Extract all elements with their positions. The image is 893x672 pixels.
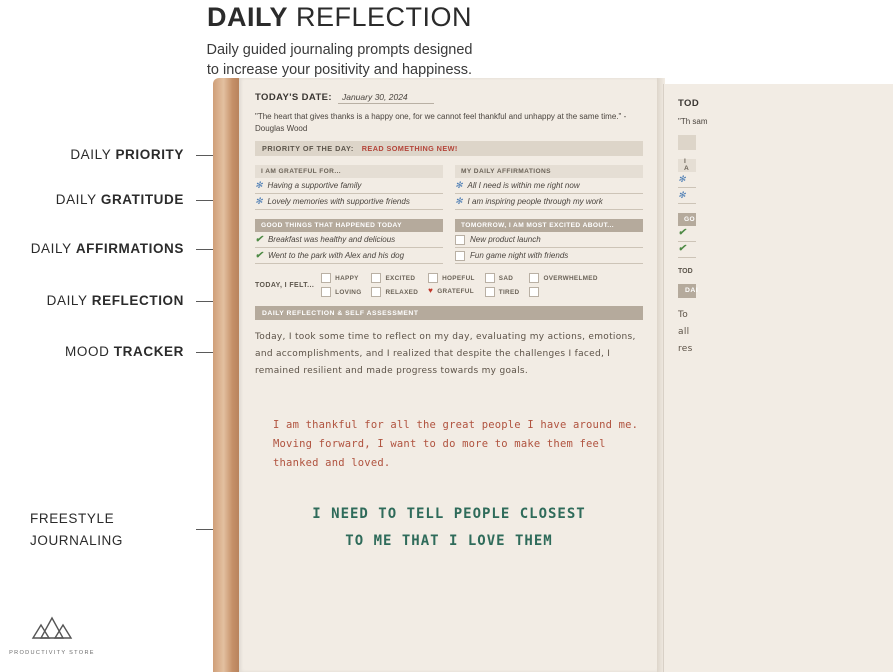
asterisk-icon: ✻ — [455, 196, 463, 206]
right-entry[interactable] — [678, 226, 696, 242]
mood-option[interactable] — [529, 273, 597, 283]
date-label: TODAY'S DATE: — [255, 92, 332, 103]
journal-notebook — [213, 78, 708, 672]
mood-option[interactable] — [485, 273, 520, 283]
gratitude-item-text: Lovely memories with supportive friends — [267, 197, 410, 206]
checkbox-icon[interactable] — [485, 287, 495, 297]
mood-option[interactable] — [371, 273, 418, 283]
gratitude-item[interactable] — [255, 178, 443, 194]
right-entry[interactable] — [678, 242, 696, 258]
checkbox-icon[interactable] — [455, 235, 465, 245]
mood-option[interactable] — [485, 287, 520, 297]
callout-daily-affirmations-bold: AFFIRMATIONS — [75, 241, 184, 256]
tomorrow-column — [455, 219, 643, 264]
mood-option-label: TIRED — [498, 288, 520, 296]
journal-content — [255, 92, 643, 555]
mood-option-selected[interactable] — [428, 287, 475, 295]
reflection-text[interactable]: Today, I took some time to reflect on my day, evaluating my actions, emotions, and accomplishments, and I realized that despite the challenges I faced, I remained resilient and made progress towards my goals. — [255, 332, 636, 376]
mood-column — [371, 273, 418, 297]
good-things-column — [255, 219, 443, 264]
callout-freestyle-line2: JOURNALING — [30, 533, 124, 548]
callout-daily-reflection-bold: REFLECTION — [91, 293, 184, 308]
page-subtitle — [0, 40, 679, 80]
gratitude-column — [255, 165, 443, 210]
right-bar-2: TOD — [678, 267, 693, 275]
good-things-header: GOOD THINGS THAT HAPPENED TODAY — [255, 219, 443, 232]
tomorrow-header: TOMORROW, I AM MOST EXCITED ABOUT... — [455, 219, 643, 232]
mood-column — [321, 273, 361, 297]
affirmations-header: MY DAILY AFFIRMATIONS — [455, 165, 643, 178]
right-entry[interactable] — [678, 188, 696, 204]
right-entry[interactable] — [678, 172, 696, 188]
callout-mood-tracker-plain: MOOD — [65, 344, 114, 359]
checkbox-icon[interactable] — [371, 287, 381, 297]
page-title — [0, 0, 679, 33]
freestyle-green-line2: TO ME THAT I LOVE THEM — [345, 533, 553, 549]
tomorrow-item-text: New product launch — [470, 235, 541, 244]
date-row — [255, 92, 643, 104]
affirmation-item[interactable] — [455, 178, 643, 194]
brand-logo — [8, 616, 96, 656]
check-icon: ✔ — [678, 243, 686, 255]
callout-daily-affirmations — [22, 241, 184, 256]
mood-option-label: HAPPY — [335, 274, 359, 282]
callout-daily-gratitude-bold: GRATITUDE — [100, 192, 184, 207]
mountain-icon — [30, 616, 74, 642]
freestyle-red-text[interactable]: I am thankful for all the great people I have around me. Moving forward, I want to do more to make them feel thanked and loved. — [273, 419, 639, 469]
mood-label: TODAY, I FELT... — [255, 281, 315, 289]
affirmations-column — [455, 165, 643, 210]
goodthings-tomorrow-section — [255, 219, 643, 264]
callout-freestyle-journaling — [30, 508, 184, 552]
affirmation-item-text: I am inspiring people through my work — [467, 197, 603, 206]
right-text: To all res — [678, 309, 693, 354]
asterisk-icon: ✻ — [455, 180, 463, 190]
check-icon: ✔ — [255, 233, 263, 245]
checkbox-icon[interactable] — [529, 287, 539, 297]
asterisk-icon: ✻ — [255, 180, 263, 190]
date-value[interactable]: January 30, 2024 — [338, 92, 434, 104]
mood-column — [529, 273, 597, 297]
callout-freestyle-line1: FREESTYLE — [30, 511, 115, 526]
callout-daily-priority-plain: DAILY — [70, 147, 116, 162]
asterisk-icon: ✻ — [678, 189, 686, 200]
right-priority-bar — [678, 135, 696, 150]
page-subtitle-line1: Daily guided journaling prompts designed — [206, 42, 473, 58]
right-bar-3: DAI — [678, 284, 696, 298]
callout-daily-reflection — [40, 293, 184, 308]
heart-icon: ♥ — [428, 286, 434, 295]
callout-mood-tracker — [40, 344, 184, 359]
asterisk-icon: ✻ — [255, 196, 263, 206]
mood-column — [428, 273, 475, 297]
journal-page-right — [663, 84, 893, 672]
callout-daily-affirmations-plain: DAILY — [30, 241, 76, 256]
mood-option[interactable] — [321, 273, 361, 283]
mood-option-label: GRATEFUL — [437, 287, 474, 295]
mood-option-label: HOPEFUL — [442, 274, 475, 282]
brand-caption: PRODUCTIVITY STORE — [9, 650, 95, 656]
page-subtitle-line2: to increase your positivity and happiness. — [206, 62, 473, 78]
callout-daily-priority-bold: PRIORITY — [115, 147, 184, 162]
right-bar-1: GO — [678, 213, 696, 226]
page-title-light: REFLECTION — [296, 2, 473, 32]
affirmation-item-text: All I need is within me right now — [467, 181, 580, 190]
page-header — [0, 0, 679, 80]
mood-option-label: RELAXED — [385, 288, 419, 296]
callout-daily-gratitude — [40, 192, 184, 207]
mood-option[interactable] — [371, 287, 418, 297]
mood-option-label: SAD — [498, 274, 514, 282]
mood-option-label: OVERWHELMED — [543, 274, 598, 282]
callout-daily-reflection-plain: DAILY — [46, 293, 92, 308]
gratitude-affirmations-section — [255, 165, 643, 210]
checkbox-icon[interactable] — [455, 251, 465, 261]
journal-content-right — [678, 98, 890, 358]
checkbox-icon[interactable] — [428, 273, 438, 283]
checkbox-icon[interactable] — [529, 273, 539, 283]
priority-bar — [255, 141, 643, 156]
right-date-label: TOD — [678, 98, 700, 109]
journal-page-left — [239, 78, 657, 672]
right-col-header: I A — [678, 159, 696, 172]
mood-option[interactable] — [428, 273, 475, 283]
check-icon: ✔ — [255, 249, 263, 261]
tomorrow-item-text: Fun game night with friends — [470, 251, 569, 260]
gratitude-item-text: Having a supportive family — [267, 181, 362, 190]
checkbox-icon[interactable] — [321, 287, 331, 297]
good-thing-text: Went to the park with Alex and his dog — [267, 251, 405, 260]
freestyle-green-line1: I NEED TO TELL PEOPLE CLOSEST — [312, 506, 586, 522]
good-thing-item[interactable] — [255, 248, 443, 264]
mood-option-label: LOVING — [335, 288, 362, 296]
tomorrow-item[interactable] — [455, 232, 643, 248]
asterisk-icon: ✻ — [678, 173, 686, 184]
mood-option-label: EXCITED — [385, 274, 416, 282]
callout-daily-priority — [60, 147, 184, 162]
mood-option[interactable] — [321, 287, 361, 297]
gratitude-item[interactable] — [255, 194, 443, 210]
reflection-header: DAILY REFLECTION & SELF ASSESSMENT — [255, 306, 643, 320]
checkbox-icon[interactable] — [485, 273, 495, 283]
mood-options — [321, 273, 643, 297]
priority-value[interactable]: READ SOMETHING NEW! — [361, 144, 458, 153]
mood-column — [485, 273, 520, 297]
good-thing-text: Breakfast was healthy and delicious — [267, 235, 396, 244]
check-icon: ✔ — [678, 227, 686, 239]
freestyle-green-text[interactable] — [255, 501, 643, 555]
right-quote: "Th sam — [678, 117, 708, 126]
checkbox-icon[interactable] — [371, 273, 381, 283]
daily-quote: "The heart that gives thanks is a happy one, for we cannot feel thankful and unhappy at the same time." - Douglas Wood — [255, 112, 627, 133]
callout-mood-tracker-bold: TRACKER — [113, 344, 184, 359]
checkbox-icon[interactable] — [321, 273, 331, 283]
page-title-bold: DAILY — [206, 2, 288, 32]
tomorrow-item[interactable] — [455, 248, 643, 264]
mood-option[interactable] — [529, 287, 597, 297]
priority-label: PRIORITY OF THE DAY: — [262, 144, 354, 153]
affirmation-item[interactable] — [455, 194, 643, 210]
callout-daily-gratitude-plain: DAILY — [55, 192, 101, 207]
mood-tracker — [255, 273, 643, 297]
gratitude-header: I AM GRATEFUL FOR... — [255, 165, 443, 178]
good-thing-item[interactable] — [255, 232, 443, 248]
